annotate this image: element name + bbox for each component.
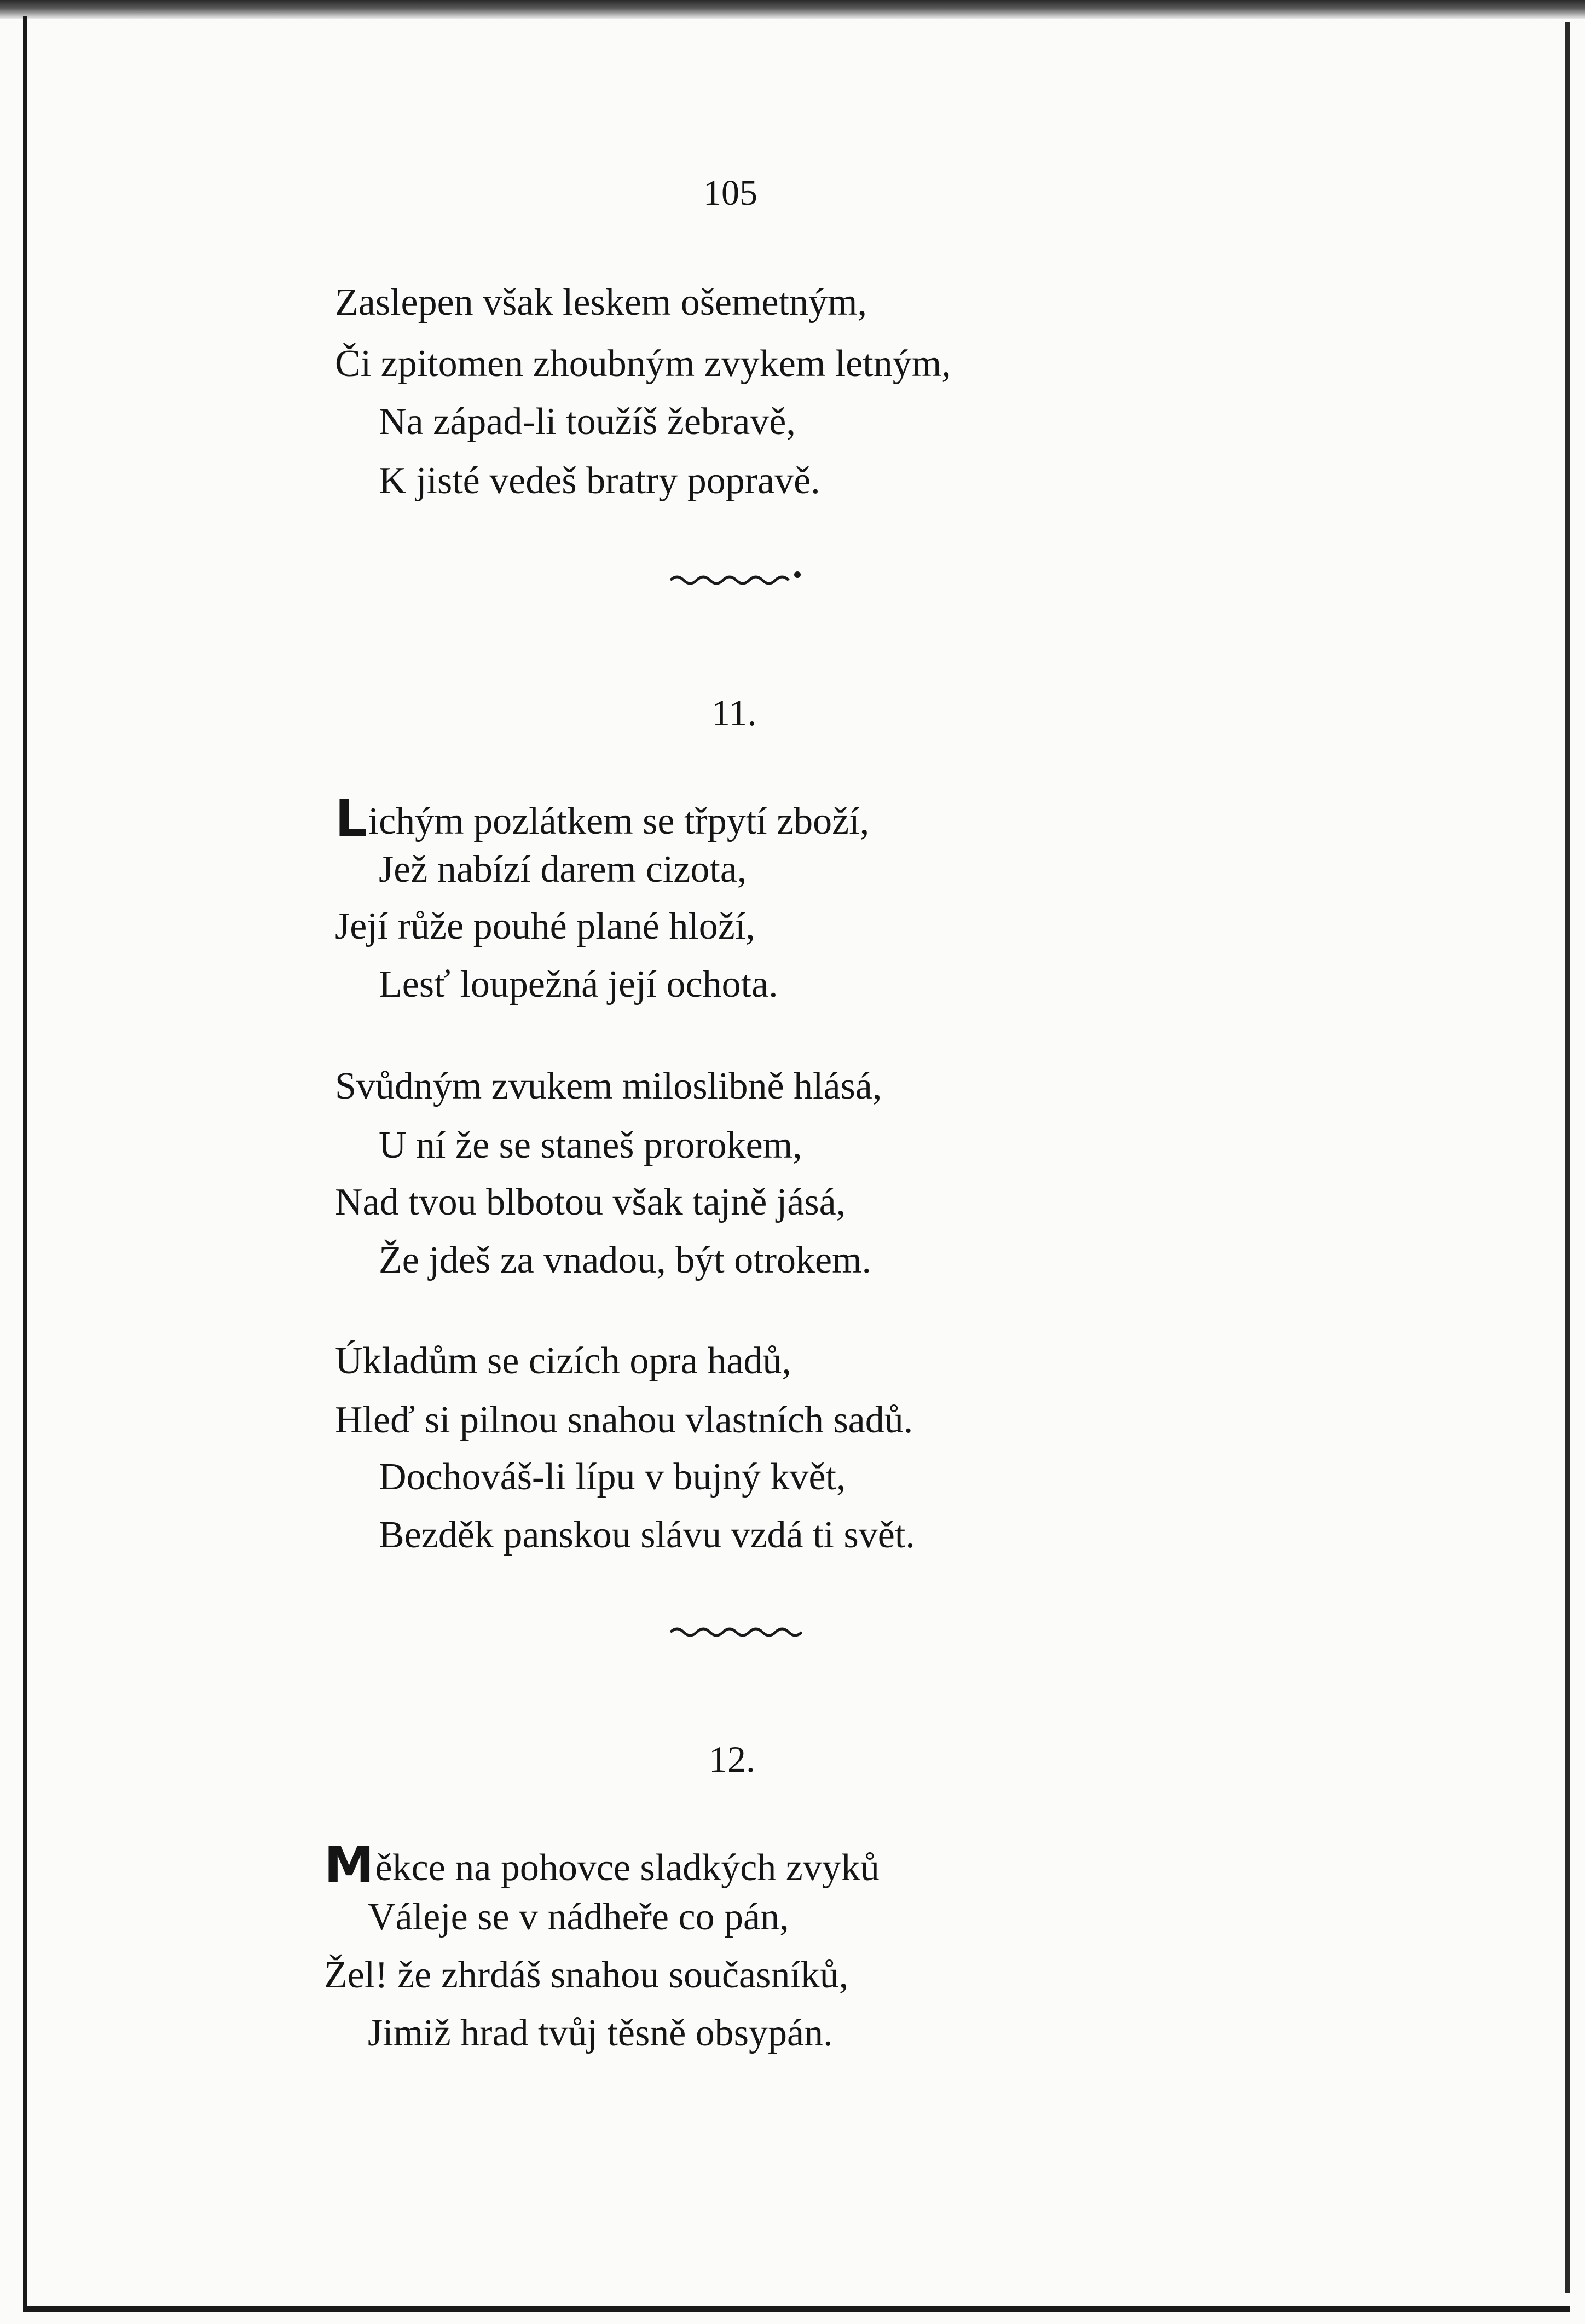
scan-right-edge	[1565, 22, 1570, 2293]
poem-number: 12.	[709, 1738, 755, 1780]
verse-line: Na západ-li toužíš žebravě,	[379, 401, 796, 443]
verse-line: Nad tvou blbotou však tajně jásá,	[335, 1181, 846, 1223]
wavy-separator-icon	[670, 564, 807, 591]
verse-line: Bezděk panskou slávu vzdá ti svět.	[379, 1514, 915, 1556]
verse-line-text: ěkce na pohovce sladkých zvyků	[375, 1847, 880, 1889]
verse-line: Či zpitomen zhoubným zvykem letným,	[335, 343, 951, 385]
scan-top-edge	[0, 0, 1585, 19]
verse-line: Že jdeš za vnadou, být otrokem.	[379, 1239, 872, 1281]
verse-line: Lesť loupežná její ochota.	[379, 963, 778, 1005]
verse-line: Jež nabízí darem cizota,	[379, 848, 747, 891]
scan-bottom-edge	[23, 2306, 1570, 2312]
verse-line: Úkladům se cizích opra hadů,	[335, 1340, 791, 1382]
verse-line: K jisté vedeš bratry popravě.	[379, 460, 820, 502]
verse-line	[324, 1836, 880, 1894]
verse-line: Jimiž hrad tvůj těsně obsypán.	[368, 2012, 833, 2054]
verse-line: Zaslepen však leskem ošemetným,	[335, 281, 867, 323]
drop-cap: L	[335, 789, 367, 848]
page-number: 105	[703, 173, 757, 213]
verse-line: Dochováš-li lípu v bujný květ,	[379, 1456, 846, 1498]
verse-line: Její růže pouhé plané hloží,	[335, 905, 755, 947]
scan-left-edge	[23, 16, 27, 2310]
verse-line-text: ichým pozlátkem se třpytí zboží,	[368, 800, 870, 842]
poem-number: 11.	[711, 692, 757, 733]
drop-cap: M	[324, 1836, 374, 1894]
verse-line: Svůdným zvukem miloslibně hlásá,	[335, 1065, 882, 1107]
verse-line: U ní že se staneš prorokem,	[379, 1124, 802, 1166]
verse-line: Žel! že zhrdáš snahou současníků,	[324, 1954, 849, 1996]
wavy-separator-icon	[670, 1620, 802, 1642]
verse-line: Hleď si pilnou snahou vlastních sadů.	[335, 1399, 913, 1441]
verse-line	[335, 789, 870, 848]
verse-line: Váleje se v nádheře co pán,	[368, 1896, 789, 1938]
